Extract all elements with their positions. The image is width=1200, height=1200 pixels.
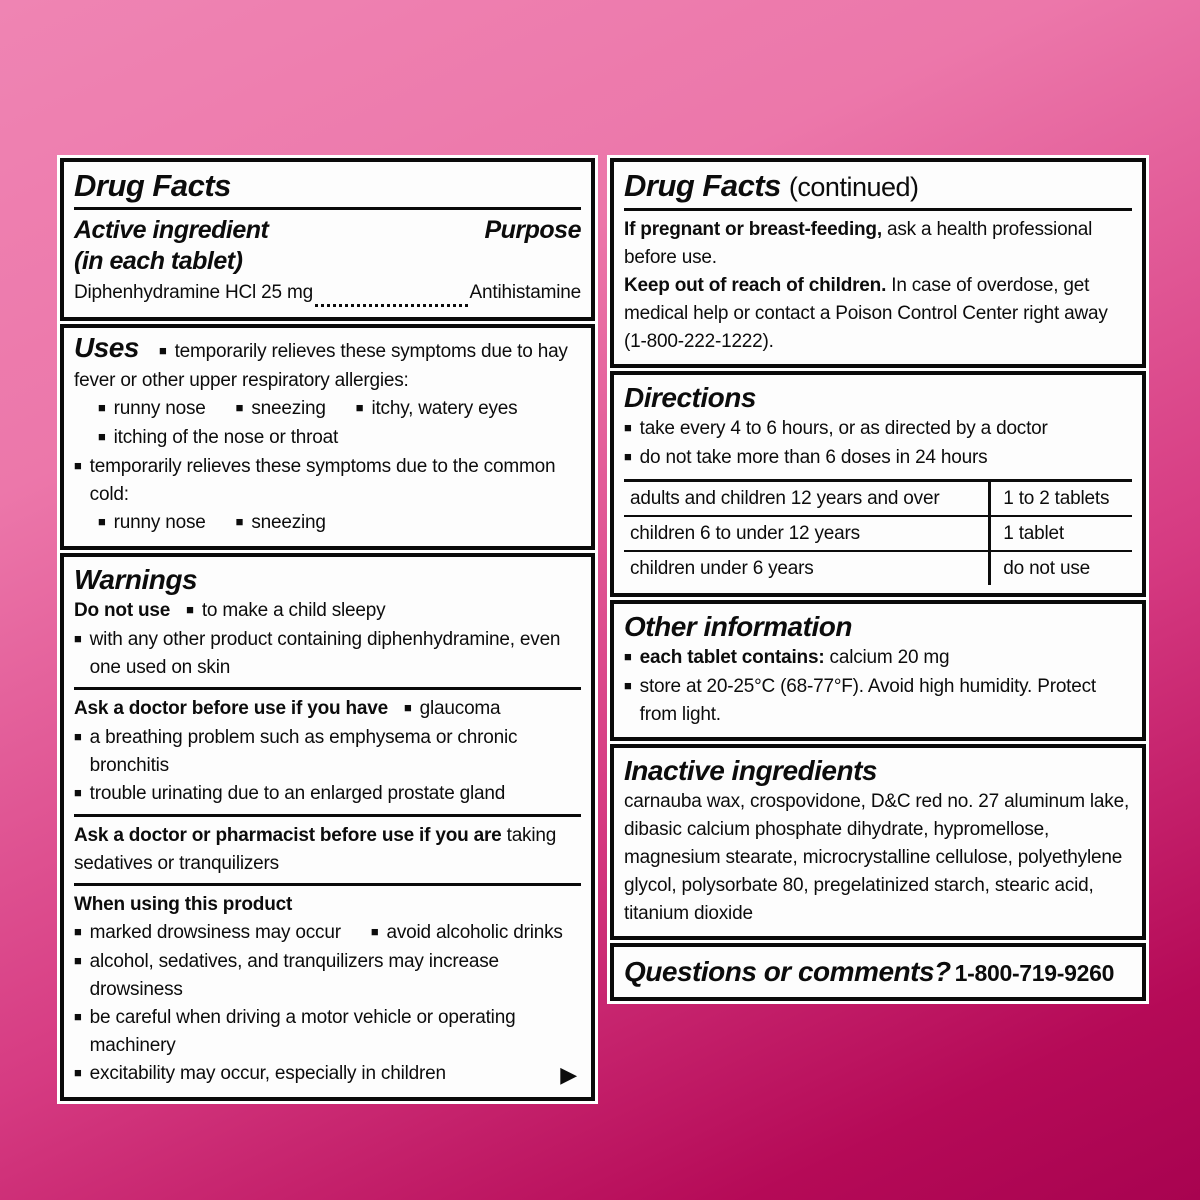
section-warnings xyxy=(60,553,595,1101)
when-using-item-label: be careful when driving a motor vehicle or operating machinery xyxy=(89,1007,516,1056)
bullet-icon: ■ xyxy=(74,631,82,646)
dosage-amount-cell: do not use xyxy=(1003,558,1090,579)
other-info-item-line xyxy=(624,644,1132,673)
bullet-icon: ■ xyxy=(98,514,106,529)
bullet-icon: ■ xyxy=(370,924,379,939)
other-info-item-line xyxy=(624,673,1132,729)
rule xyxy=(624,208,1132,211)
uses-symptom xyxy=(236,395,326,424)
section-title-active-ingredient xyxy=(60,158,595,321)
rule xyxy=(74,883,581,886)
keep-out-warning-text: In case of overdose, get medical help or contact a Poison Control Center right away (1-800-222-1222). xyxy=(624,275,1108,352)
uses-symptom xyxy=(98,509,206,538)
dosage-age-cell: adults and children 12 years and over xyxy=(624,481,990,517)
inactive-ingredients-text: carnauba wax, crospovidone, D&C red no. 27 aluminum lake, dibasic calcium phosphate dihydrate, hypromellose, magnesium stearate, microcrystalline cellulose, polyethylene glycol, polysorbate 80, pregelatinized starch, stearic acid, titanium dioxide xyxy=(624,791,1130,924)
do-not-use-item-line xyxy=(74,626,581,682)
table-row xyxy=(624,551,1132,585)
directions-item: do not take more than 6 doses in 24 hours xyxy=(639,447,988,468)
uses-heading: Uses xyxy=(74,332,139,363)
bullet-icon: ■ xyxy=(624,649,632,664)
when-using-item-label: excitability may occur, especially in children xyxy=(89,1063,446,1084)
when-using-item-label: marked drowsiness may occur xyxy=(89,922,341,943)
dosage-table xyxy=(624,479,1132,585)
do-not-use-item: to make a child sleepy xyxy=(201,600,386,621)
rule xyxy=(74,814,581,817)
when-using-item-line xyxy=(74,1004,581,1060)
uses-symptom-row-1 xyxy=(98,395,581,424)
ingredient-name: Diphenhydramine HCl 25 mg xyxy=(74,282,313,303)
active-ingredient-heading xyxy=(74,215,268,277)
bullet-icon: ■ xyxy=(74,729,82,744)
directions-item: take every 4 to 6 hours, or as directed by a doctor xyxy=(639,418,1048,439)
section-directions xyxy=(610,371,1146,597)
active-ingredient-header-row xyxy=(74,215,581,277)
warnings-heading: Warnings xyxy=(74,564,198,595)
ask-pharmacist-text: taking sedatives or tranquilizers xyxy=(74,825,557,874)
uses-intro-text: temporarily relieves these symptoms due to hay fever or other upper respiratory allergies: xyxy=(74,341,568,391)
purpose-value: Antihistamine xyxy=(469,282,581,303)
do-not-use-item: with any other product containing diphenhydramine, even one used on skin xyxy=(89,629,561,678)
other-info-item xyxy=(640,644,1132,672)
bullet-icon: ■ xyxy=(624,678,632,693)
uses-symptom-label: runny nose xyxy=(113,398,206,419)
ask-doctor-item-line xyxy=(74,724,581,780)
uses-symptom-label: sneezing xyxy=(251,512,326,533)
uses-symptom xyxy=(98,395,206,424)
do-not-use-label: Do not use xyxy=(74,600,171,621)
dosage-age-cell: children under 6 years xyxy=(624,551,990,585)
bullet-icon: ■ xyxy=(624,449,632,464)
other-information-heading: Other information xyxy=(624,611,852,642)
bullet-icon: ■ xyxy=(158,343,167,358)
section-uses xyxy=(60,324,595,550)
section-questions xyxy=(610,943,1146,1001)
when-using-item-label: avoid alcoholic drinks xyxy=(386,922,563,943)
bullet-icon: ■ xyxy=(74,924,82,939)
ask-pharmacist-label: Ask a doctor or pharmacist before use if you are xyxy=(74,825,502,846)
other-info-item-bold: each tablet contains: xyxy=(639,647,825,668)
questions-phone-number: 1-800-719-9260 xyxy=(954,960,1115,986)
ask-doctor-item: a breathing problem such as emphysema or chronic bronchitis xyxy=(89,727,518,776)
rule xyxy=(74,687,581,690)
when-using-item-line xyxy=(74,948,581,1004)
bullet-icon: ■ xyxy=(355,400,364,415)
ask-doctor-line xyxy=(74,695,581,724)
uses-symptom-label: itching of the nose or throat xyxy=(113,427,339,448)
uses-cold-text: temporarily relieves these symptoms due to the common cold: xyxy=(89,456,556,505)
when-using-item xyxy=(371,919,563,948)
uses-symptom-row-2 xyxy=(98,424,581,453)
keep-out-warning xyxy=(624,272,1132,356)
bullet-icon: ■ xyxy=(74,953,82,968)
continued-label: (continued) xyxy=(788,172,919,202)
when-using-item-label: alcohol, sedatives, and tranquilizers may increase drowsiness xyxy=(89,951,499,1000)
uses-symptom-label: runny nose xyxy=(113,512,206,533)
bullet-icon: ■ xyxy=(74,1009,82,1024)
drug-facts-continued-title xyxy=(624,168,1132,205)
ask-doctor-label: Ask a doctor before use if you have xyxy=(74,698,388,719)
active-ingredient-heading-line1: Active ingredient xyxy=(74,216,269,244)
keep-out-warning-bold: Keep out of reach of children. xyxy=(624,275,887,296)
section-other-information xyxy=(610,600,1146,741)
inactive-ingredients-heading: Inactive ingredients xyxy=(624,755,877,786)
dosage-amount-cell: 1 tablet xyxy=(990,516,1132,551)
ask-doctor-item: trouble urinating due to an enlarged prostate gland xyxy=(89,783,506,804)
table-row xyxy=(624,516,1132,551)
dosage-amount-cell: 1 to 2 tablets xyxy=(990,481,1132,517)
when-using-row xyxy=(74,919,581,948)
table-row xyxy=(624,481,1132,517)
section-title-continued xyxy=(610,158,1146,368)
ask-doctor-item-line xyxy=(74,780,581,809)
do-not-use-line xyxy=(74,597,581,626)
bullet-icon: ■ xyxy=(403,700,412,715)
directions-item-line xyxy=(624,415,1132,444)
purpose-heading: Purpose xyxy=(484,216,581,244)
directions-item-line xyxy=(624,444,1132,473)
dosage-age-cell: children 6 to under 12 years xyxy=(624,516,990,551)
when-using-item-line xyxy=(74,1060,581,1089)
uses-cold-line xyxy=(74,453,581,509)
bullet-icon: ■ xyxy=(624,420,632,435)
bullet-icon: ■ xyxy=(98,429,106,444)
directions-heading: Directions xyxy=(624,382,756,413)
ask-doctor-item: glaucoma xyxy=(419,698,501,719)
uses-intro xyxy=(74,334,581,395)
uses-symptom xyxy=(356,395,518,424)
pregnancy-warning-bold: If pregnant or breast-feeding, xyxy=(624,219,882,240)
bullet-icon: ■ xyxy=(74,1065,82,1080)
drug-facts-panel-left xyxy=(57,155,598,1104)
pregnancy-warning xyxy=(624,216,1132,272)
dotted-leader xyxy=(315,292,468,307)
uses-symptom xyxy=(236,509,326,538)
bullet-icon: ■ xyxy=(186,602,194,617)
bullet-icon: ■ xyxy=(98,400,106,415)
bullet-icon: ■ xyxy=(235,400,244,415)
other-info-item-text: calcium 20 mg xyxy=(824,647,950,668)
uses-symptom-row-3 xyxy=(98,509,581,538)
bullet-icon: ■ xyxy=(74,458,82,473)
uses-symptom-label: sneezing xyxy=(251,398,326,419)
pregnancy-warning-text: ask a health professional before use. xyxy=(624,219,1093,268)
when-using-label: When using this product xyxy=(74,894,293,915)
drug-facts-title: Drug Facts xyxy=(74,168,231,203)
bullet-icon: ■ xyxy=(235,514,244,529)
when-using-item xyxy=(74,919,341,948)
questions-heading: Questions or comments? xyxy=(624,956,951,987)
ask-pharmacist-line xyxy=(74,822,581,878)
uses-symptom-label: itchy, watery eyes xyxy=(371,398,518,419)
ingredient-line xyxy=(74,279,581,307)
rule xyxy=(74,207,581,210)
continue-arrow-icon: ▶ xyxy=(560,1061,577,1087)
drug-facts-title-text: Drug Facts xyxy=(624,168,781,203)
active-ingredient-heading-line2: (in each tablet) xyxy=(74,247,243,275)
bullet-icon: ■ xyxy=(74,785,82,800)
other-info-item: store at 20-25°C (68-77°F). Avoid high humidity. Protect from light. xyxy=(639,676,1097,725)
drug-facts-panel-right xyxy=(607,155,1149,1004)
section-inactive-ingredients xyxy=(610,744,1146,940)
